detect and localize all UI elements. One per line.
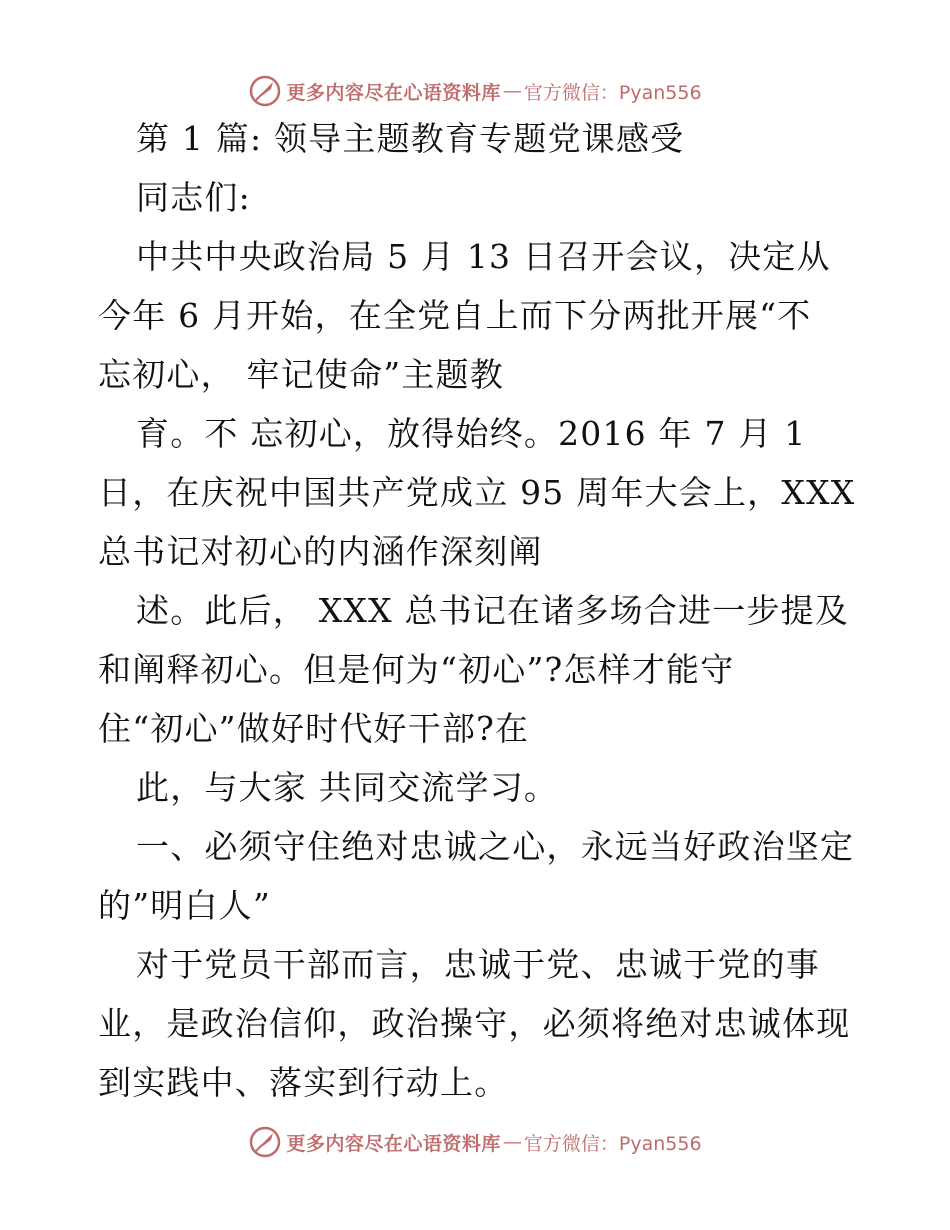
watermark-separator: — <box>502 80 522 102</box>
paragraph-line: 总书记对初心的内涵作深刻阐 <box>98 532 543 571</box>
watermark-separator: — <box>502 1131 522 1153</box>
quill-logo-icon <box>248 74 282 108</box>
document-body <box>98 119 878 1125</box>
watermark-contact: 官方微信：Pyan556 <box>523 1132 702 1155</box>
paragraph-line: 忘初心， 牢记使命”主题教 <box>98 355 504 394</box>
paragraph-line: 述。此后， XXX 总书记在诸多场合进一步提及 <box>136 591 850 630</box>
watermark-text: 更多内容尽在心语资料库 <box>286 1132 501 1155</box>
watermark-text: 更多内容尽在心语资料库 <box>286 81 501 104</box>
paragraph-line: 今年 6 月开始，在全党自上而下分两批开展“不 <box>98 296 812 335</box>
section-heading: 的”明白人” <box>98 886 271 925</box>
watermark-contact: 官方微信：Pyan556 <box>523 81 702 104</box>
paragraph-line: 业，是政治信仰，政治操守，必须将绝对忠诚体现 <box>98 1004 851 1043</box>
footer-watermark <box>0 1122 950 1162</box>
paragraph-line: 同志们: <box>136 178 251 217</box>
paragraph-line: 和阐释初心。但是何为“初心”?怎样才能守 <box>98 650 735 689</box>
paragraph-line: 住“初心”做好时代好干部?在 <box>98 709 530 748</box>
paragraph-line: 育。不 忘初心，放得始终。2016 年 7 月 1 <box>136 414 807 453</box>
quill-logo-icon <box>248 1125 282 1159</box>
paragraph-line: 中共中央政治局 5 月 13 日召开会议，决定从 <box>136 237 831 276</box>
paragraph-line: 对于党员干部而言，忠诚于党、忠诚于党的事 <box>136 945 820 984</box>
paragraph-line: 此，与大家 共同交流学习。 <box>136 768 559 807</box>
section-heading: 一、必须守住绝对忠诚之心，永远当好政治坚定 <box>136 827 855 866</box>
paragraph-line: 日，在庆祝中国共产党成立 95 周年大会上，XXX <box>98 473 856 512</box>
document-title: 第 1 篇: 领导主题教育专题党课感受 <box>136 119 685 158</box>
header-watermark <box>0 71 950 111</box>
paragraph-line: 到实践中、落实到行动上。 <box>98 1063 509 1102</box>
